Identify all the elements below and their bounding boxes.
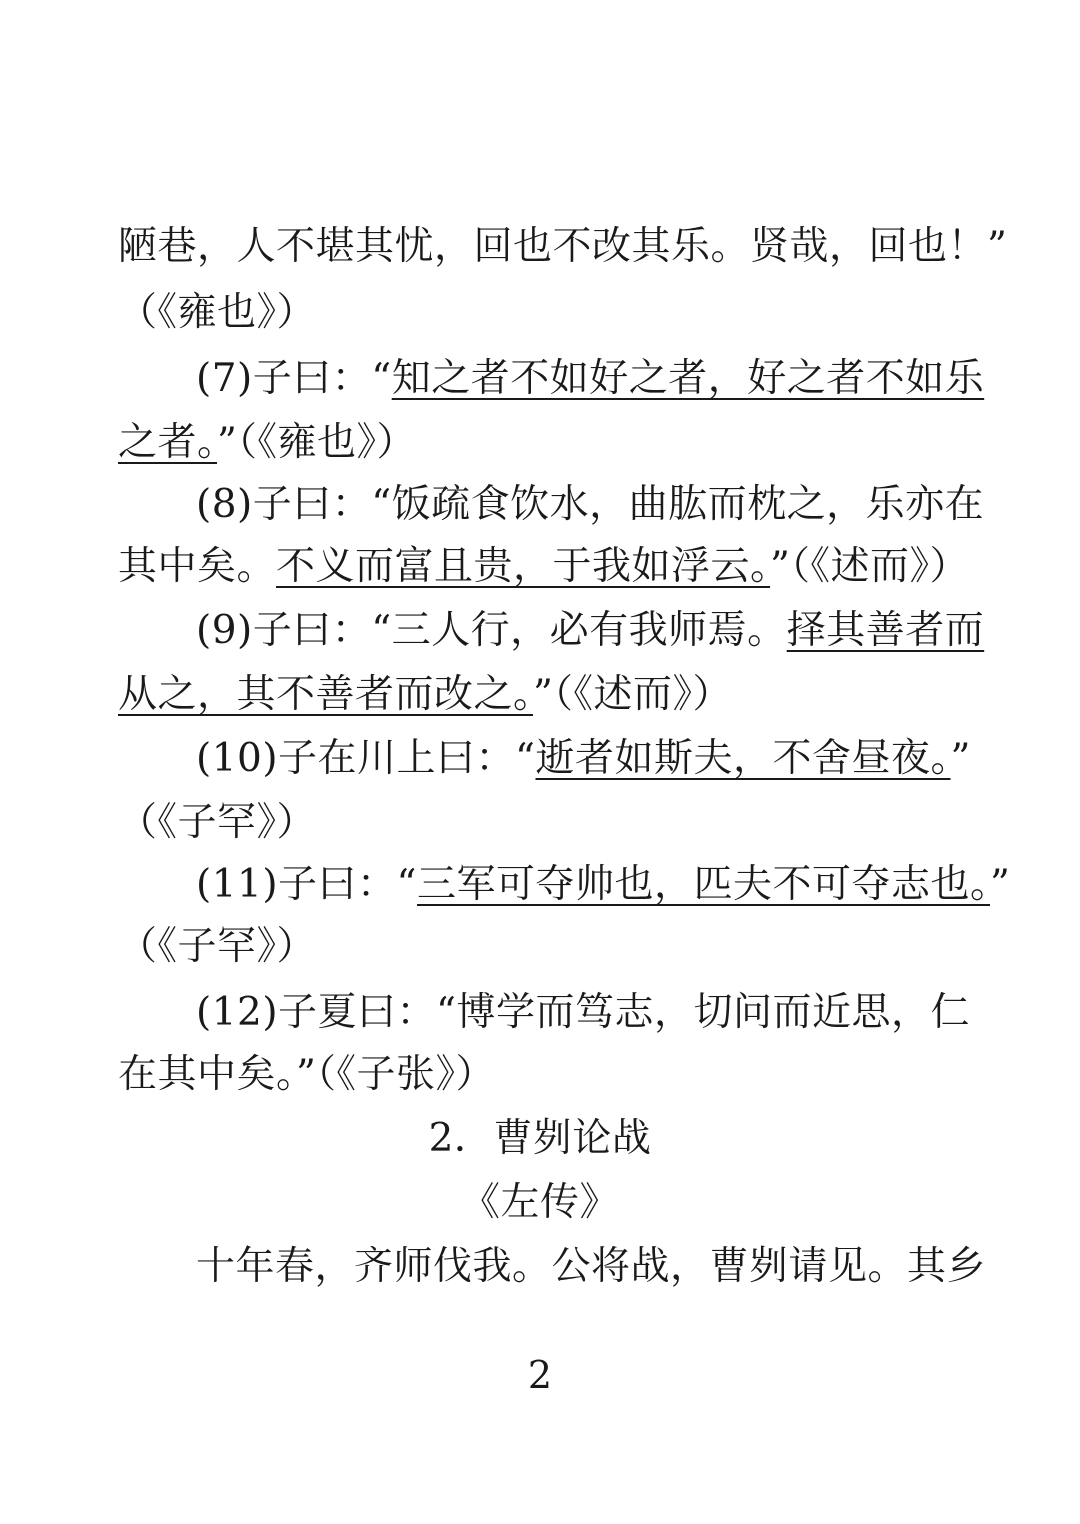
text-line xyxy=(118,542,969,592)
text-line xyxy=(118,1050,495,1100)
text-line xyxy=(118,798,316,848)
text-segment: (12)子夏曰：“博学而笃志，切问而近思，仁 xyxy=(196,990,970,1035)
text-segment: （《雍也》） xyxy=(118,290,317,335)
text-segment: ” xyxy=(990,862,1011,907)
text-line xyxy=(118,670,732,720)
section-title: 2．曹刿论战 xyxy=(428,1116,652,1161)
text-line xyxy=(196,988,970,1038)
text-segment: 其中矣。 xyxy=(118,544,277,589)
text-line xyxy=(118,288,316,338)
underlined-text: 之者。 xyxy=(118,420,218,465)
page-number: 2 xyxy=(527,1353,553,1397)
text-segment: ” xyxy=(950,736,971,781)
text-line xyxy=(118,418,416,468)
text-line xyxy=(196,354,984,404)
text-segment: (7)子曰：“ xyxy=(196,356,392,401)
underlined-text: 三军可夺帅也，匹夫不可夺志也。 xyxy=(417,862,991,907)
section-source: 《左传》 xyxy=(460,1180,619,1225)
section-first-line: 十年春，齐师伐我。公将战，曹刿请见。其乡 xyxy=(196,1244,987,1289)
text-line xyxy=(118,222,1007,272)
text-segment: (11)子曰：“ xyxy=(196,862,417,907)
underlined-text: 不义而富且贵，于我如浮云。 xyxy=(276,544,771,589)
text-line xyxy=(118,922,316,972)
text-segment: 在其中矣。”（《子张》） xyxy=(118,1052,495,1097)
text-line xyxy=(196,480,984,530)
text-segment: (8)子曰：“饭疏食饮水，曲肱而枕之，乐亦在 xyxy=(196,482,985,527)
text-segment: ”（《雍也》） xyxy=(217,420,416,465)
text-segment: 陋巷，人不堪其忧，回也不改其乐。贤哉，回也！” xyxy=(118,224,1008,269)
text-line xyxy=(196,734,971,784)
text-segment: （《子罕》） xyxy=(118,924,317,969)
text-segment: (9)子曰：“三人行，必有我师焉。 xyxy=(196,608,787,653)
underlined-text: 知之者不如好之者，好之者不如乐 xyxy=(391,356,985,401)
underlined-text: 择其善者而 xyxy=(786,608,985,653)
text-line xyxy=(196,606,984,656)
text-segment: (10)子在川上曰：“ xyxy=(196,736,536,781)
underlined-text: 逝者如斯夫，不舍昼夜。 xyxy=(535,736,951,781)
text-line xyxy=(196,860,1010,910)
text-segment: （《子罕》） xyxy=(118,800,317,845)
text-segment: ”（《述而》） xyxy=(533,672,732,717)
underlined-text: 从之，其不善者而改之。 xyxy=(118,672,534,717)
text-segment: ”（《述而》） xyxy=(770,544,969,589)
